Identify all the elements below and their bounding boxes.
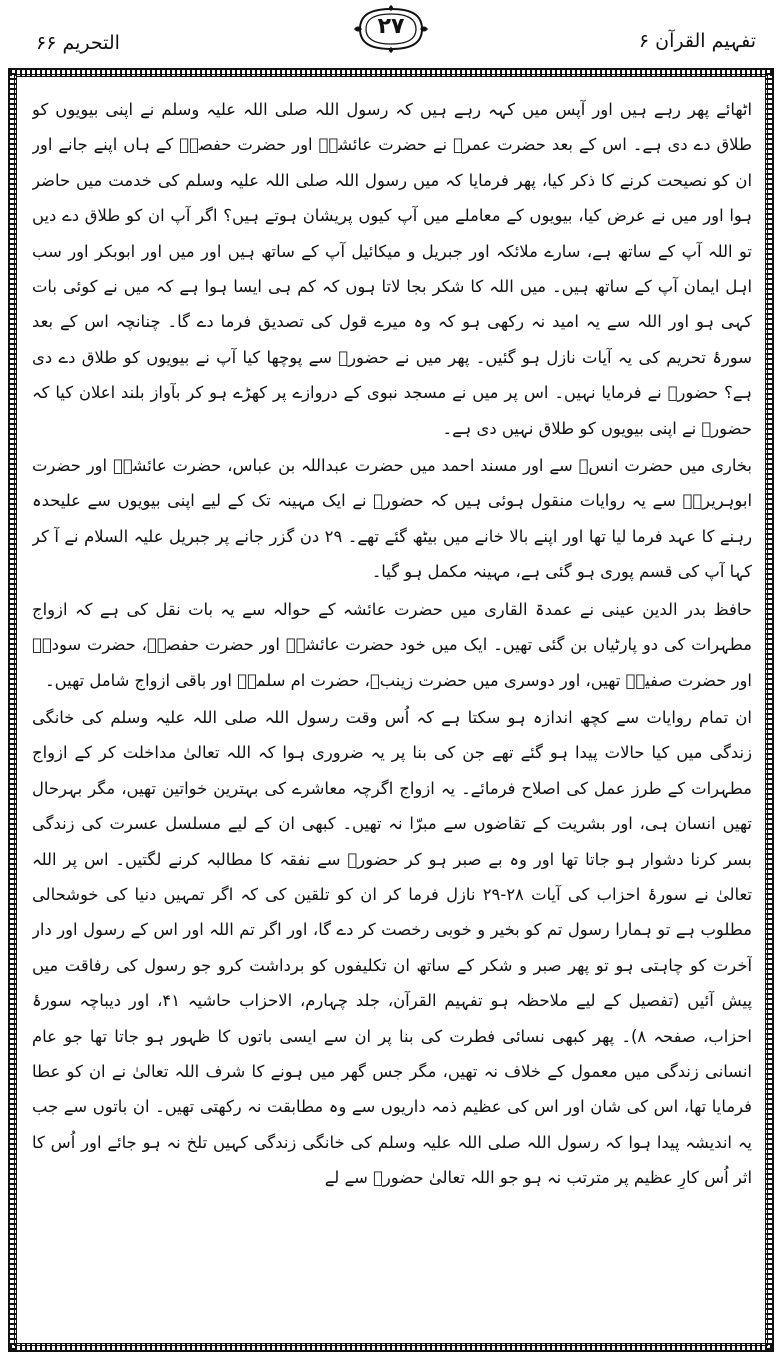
chapter-reference: التحریم ۶۶ xyxy=(36,32,120,54)
paragraph: بخاری میں حضرت انسؓ سے اور مسند احمد میں حضرت عبداللہ بن عباس، حضرت عائشہؓ اور حضرت ابوہریرہؓ سے یہ روایات منقول ہوئی ہیں کہ حضورؐ نے ایک مہینہ تک کے لیے اپنی بیویوں سے علیحدہ رہنے کا عہد فرما لیا تھا اور اپنے بالا خانے میں بیٹھ گئے تھے۔ ۲۹ دن گزر جانے پر جبریل علیہ السلام نے آ کر کہا آپ کی قسم پوری ہو گئی ہے، مہینہ مکمل ہو گیا۔ xyxy=(32,456,752,582)
page-number: ۲۷ xyxy=(377,14,405,39)
book-title: تفہیم القرآن ۶ xyxy=(638,30,756,52)
page-header xyxy=(0,0,784,70)
paragraph: حافظ بدر الدین عینی نے عمدۃ القاری میں حضرت عائشہ کے حوالہ سے یہ بات نقل کی ہے کہ ازواج مطہرات کی دو پارٹیاں بن گئی تھیں۔ ایک میں خود حضرت عائشہؓ اور حضرت حفصہؓ، حضرت سودہؓ اور حضرت صفیہؓ تھیں، اور دوسری میں حضرت زینبؓ، حضرت ام سلمہؓ اور باقی ازواج شامل تھیں۔ xyxy=(32,599,752,690)
body-text xyxy=(32,92,752,1342)
paragraph: ان تمام روایات سے کچھ اندازہ ہو سکتا ہے کہ اُس وقت رسول اللہ صلی اللہ علیہ وسلم کی خانگی زندگی میں کیا حالات پیدا ہو گئے تھے جن کی بنا پر یہ ضروری ہوا کہ اللہ تعالیٰ مداخلت کر کے ازواج مطہرات کے طرز عمل کی اصلاح فرمائے۔ یہ ازواج اگرچہ معاشرے کی بہترین خواتین تھیں، مگر بہرحال تھیں انسان ہی، اور بشریت کے تقاضوں سے مبرّا نہ تھیں۔ کبھی ان کے لیے مسلسل عسرت کی زندگی بسر کرنا دشوار ہو جاتا تھا اور وہ بے صبر ہو کر حضورؐ سے نفقہ کا مطالبہ کرنے لگتیں۔ اس پر اللہ تعالیٰ نے سورۂ احزاب کی آیات ۲۸-۲۹ نازل فرما کر ان کو تلقین کی کہ اگر تمہیں دنیا کی خوشحالی مطلوب ہے تو ہمارا رسول تم کو بخیر و خوبی رخصت کر دے گا، اور اگر تم اللہ اور اس کے رسول اور دار آخرت کو چاہتی ہو تو پھر صبر و شکر کے ساتھ ان تکلیفوں کو برداشت کرو جو رسول کی رفاقت میں پیش آئیں (تفصیل کے لیے ملاحظہ ہو تفہیم القرآن، جلد چہارم، الاحزاب حاشیہ ۴۱، اور دیباچہ سورۂ احزاب، صفحہ ۸)۔ پھر کبھی نسائی فطرت کی بنا پر ان سے ایسی باتوں کا ظہور ہو جاتا تھا جو عام انسانی زندگی میں معمول کے خلاف نہ تھیں، مگر جس گھر میں ہونے کا شرف اللہ تعالیٰ نے ان کو عطا فرمایا تھا، اس کی شان اور اس کی عظیم ذمہ داریوں سے وہ مطابقت نہ رکھتی تھیں۔ ان باتوں سے جب یہ اندیشہ پیدا ہوا کہ رسول اللہ صلی اللہ علیہ وسلم کی خانگی زندگی کہیں تلخ نہ ہو جائے اور اُس کا اثر اُس کارِ عظیم پر مترتب نہ ہو جو اللہ تعالیٰ حضورؐ سے لے xyxy=(32,707,752,1188)
page-number-ornament xyxy=(352,4,430,54)
paragraph: اٹھائے پھر رہے ہیں اور آپس میں کہہ رہے ہیں کہ رسول اللہ صلی اللہ علیہ وسلم نے اپنی بیویوں کو طلاق دے دی ہے۔ اس کے بعد حضرت عمرؓ نے حضرت عائشہؓ اور حضرت حفصہؓ کے ہاں اپنے جانے اور ان کو نصیحت کرنے کا ذکر کیا، پھر فرمایا کہ میں رسول اللہ صلی اللہ علیہ وسلم کی خدمت میں حاضر ہوا اور میں نے عرض کیا، بیویوں کے معاملے میں آپ کیوں پریشان ہوتے ہیں؟ اگر آپ ان کو طلاق دے دیں تو اللہ آپ کے ساتھ ہے، سارے ملائکہ اور جبریل و میکائیل آپ کے ساتھ ہیں اور میں اور ابوبکر اور سب اہل ایمان آپ کے ساتھ ہیں۔ میں اللہ کا شکر بجا لاتا ہوں کہ کم ہی ایسا ہوا ہے کہ میں نے کوئی بات کہی ہو اور اللہ سے یہ امید نہ رکھی ہو کہ وہ میرے قول کی تصدیق فرما دے گا۔ چنانچہ اس کے بعد سورۂ تحریم کی یہ آیات نازل ہو گئیں۔ پھر میں نے حضورؐ سے پوچھا کیا آپ نے بیویوں کو طلاق دے دی ہے؟ حضورؐ نے فرمایا نہیں۔ اس پر میں نے مسجد نبوی کے دروازے پر کھڑے ہو کر بآواز بلند اعلان کیا کہ حضورؐ نے اپنی بیویوں کو طلاق نہیں دی ہے۔ xyxy=(32,100,752,438)
